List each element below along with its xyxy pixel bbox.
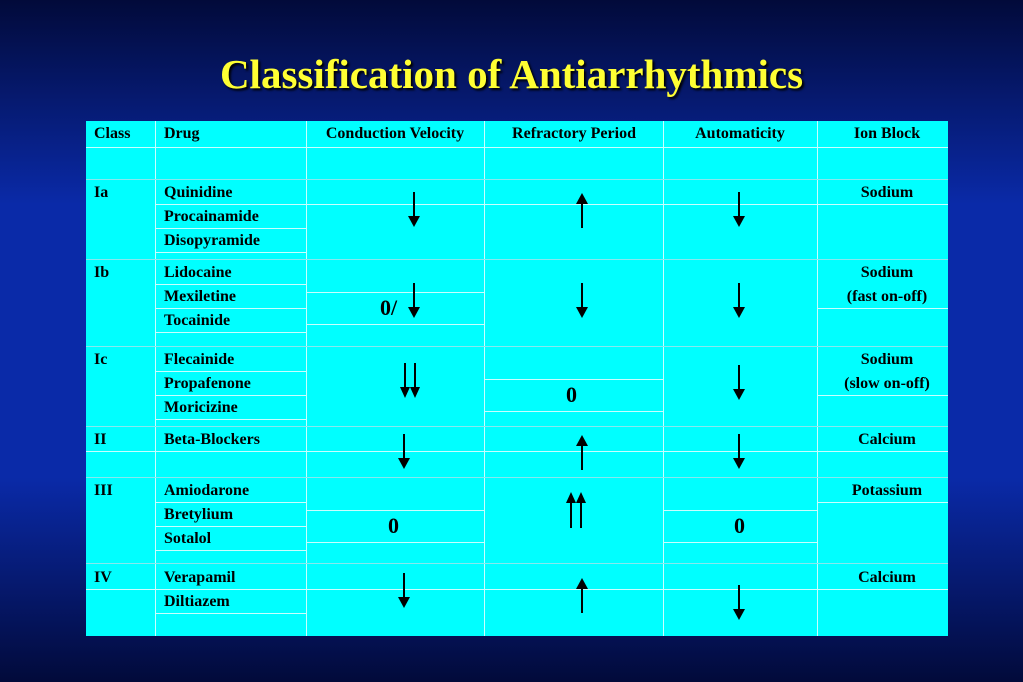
conduction-value: 0 — [388, 513, 399, 538]
ion-block-note: (fast on-off) — [846, 288, 928, 305]
decrease-arrow-icon — [407, 283, 421, 319]
slide-title: Classification of Antiarrhythmics — [219, 51, 804, 97]
increase-arrow-icon — [575, 192, 589, 228]
drug-name: Amiodarone — [164, 482, 250, 499]
decrease-arrow-icon — [397, 573, 411, 609]
double-increase-arrow-icon — [566, 491, 588, 529]
class-label: Ib — [94, 264, 110, 281]
drug-name: Lidocaine — [164, 264, 232, 281]
class-label: II — [94, 431, 107, 448]
drug-name: Disopyramide — [164, 232, 260, 249]
drug-name: Mexiletine — [164, 288, 236, 305]
header-refractory-period: Refractory Period — [512, 125, 636, 142]
decrease-arrow-icon — [397, 434, 411, 470]
ion-block-label: Calcium — [858, 431, 916, 448]
decrease-arrow-icon — [407, 192, 421, 228]
decrease-arrow-icon — [732, 283, 746, 319]
automaticity-value: 0 — [734, 513, 745, 538]
refractory-value: 0 — [566, 382, 577, 407]
antiarrhythmics-table — [86, 121, 948, 636]
drug-name: Procainamide — [164, 208, 259, 225]
header-automaticity: Automaticity — [695, 125, 785, 142]
decrease-arrow-icon — [732, 365, 746, 401]
drug-name: Quinidine — [164, 184, 233, 201]
decrease-arrow-icon — [732, 192, 746, 228]
class-label: III — [94, 482, 113, 499]
increase-arrow-icon — [575, 434, 589, 470]
ion-block-label: Sodium — [860, 351, 914, 368]
double-decrease-arrow-icon — [400, 363, 422, 399]
drug-name: Sotalol — [164, 530, 212, 547]
header-drug: Drug — [164, 125, 200, 142]
decrease-arrow-icon — [575, 283, 589, 319]
drug-name: Bretylium — [164, 506, 234, 523]
class-label: Ia — [94, 184, 109, 201]
ion-block-label: Potassium — [851, 482, 923, 499]
decrease-arrow-icon — [732, 585, 746, 621]
ion-block-label: Sodium — [860, 264, 914, 281]
drug-name: Beta-Blockers — [164, 431, 260, 448]
header-class: Class — [94, 125, 131, 142]
header-ion-block: Ion Block — [853, 125, 921, 142]
class-label: IV — [94, 569, 112, 586]
ion-block-label: Sodium — [860, 184, 914, 201]
drug-name: Propafenone — [164, 375, 251, 392]
ion-block-note: (slow on-off) — [844, 375, 930, 392]
drug-name: Flecainide — [164, 351, 235, 368]
drug-name: Moricizine — [164, 399, 238, 416]
increase-arrow-icon — [575, 577, 589, 613]
conduction-value: 0/ — [380, 295, 398, 320]
drug-name: Verapamil — [164, 569, 236, 586]
drug-name: Diltiazem — [164, 593, 230, 610]
ion-block-label: Calcium — [858, 569, 916, 586]
decrease-arrow-icon — [732, 434, 746, 470]
header-conduction-velocity: Conduction Velocity — [325, 125, 465, 142]
class-label: Ic — [94, 351, 108, 368]
drug-name: Tocainide — [164, 312, 231, 329]
